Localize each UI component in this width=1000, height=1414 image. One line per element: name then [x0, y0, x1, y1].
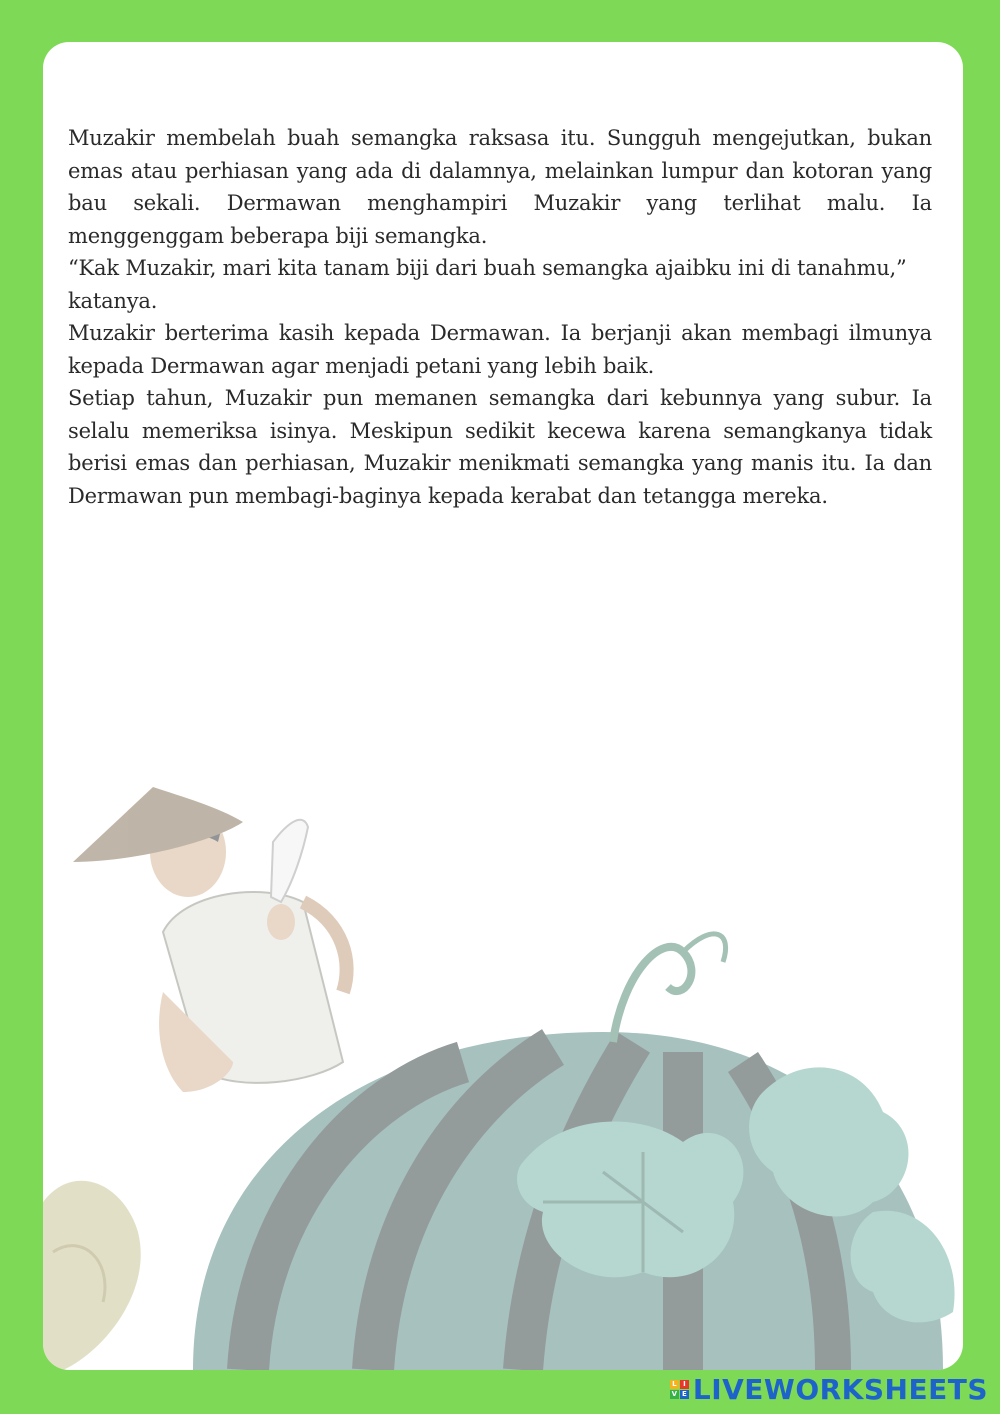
vine-icon: [613, 947, 691, 1042]
logo-letter-i: I: [680, 1380, 689, 1389]
story-paragraph-1: Muzakir membelah buah semangka raksasa itu. Sungguh mengejutkan, bukan emas atau perhiasan yang ada di dalamnya, melainkan lumpur dan kotoran yang bau sekali. Dermawan menghampiri Muzakir yang terlihat malu. Ia menggenggam beberapa biji semangka.: [68, 126, 932, 248]
logo-letter-v: V: [671, 1390, 678, 1398]
farmer-watermelon-illustration: [43, 732, 963, 1370]
logo-letter-l: L: [670, 1380, 679, 1389]
knife-icon: [271, 820, 308, 902]
story-text: [68, 122, 932, 512]
story-paragraph-5: Setiap tahun, Muzakir pun memanen semangka dari kebunnya yang subur. Ia selalu memeriksa isinya. Meskipun sedikit kecewa karena semangkanya tidak berisi emas dan perhiasan, Muzakir menikmati semangka yang manis itu. Ia dan Dermawan pun membagi-baginya kepada kerabat dan tetangga mereka.: [68, 386, 932, 508]
logo-text: LIVEWORKSHEETS: [692, 1372, 988, 1406]
logo-blocks-icon: [670, 1380, 689, 1399]
leaf-left-icon: [43, 1181, 141, 1370]
story-paragraph-2: “Kak Muzakir, mari kita tanam biji dari buah semangka ajaibku ini di tanahmu,”: [68, 256, 907, 280]
story-paragraph-3: katanya.: [68, 288, 158, 313]
logo-letter-e: E: [680, 1390, 689, 1399]
story-paragraph-4: Muzakir berterima kasih kepada Dermawan. Ia berjanji akan membagi ilmunya kepada Dermawan agar menjadi petani yang lebih baik.: [68, 321, 932, 378]
story-card: [43, 42, 963, 1370]
liveworksheets-logo: [670, 1372, 988, 1406]
